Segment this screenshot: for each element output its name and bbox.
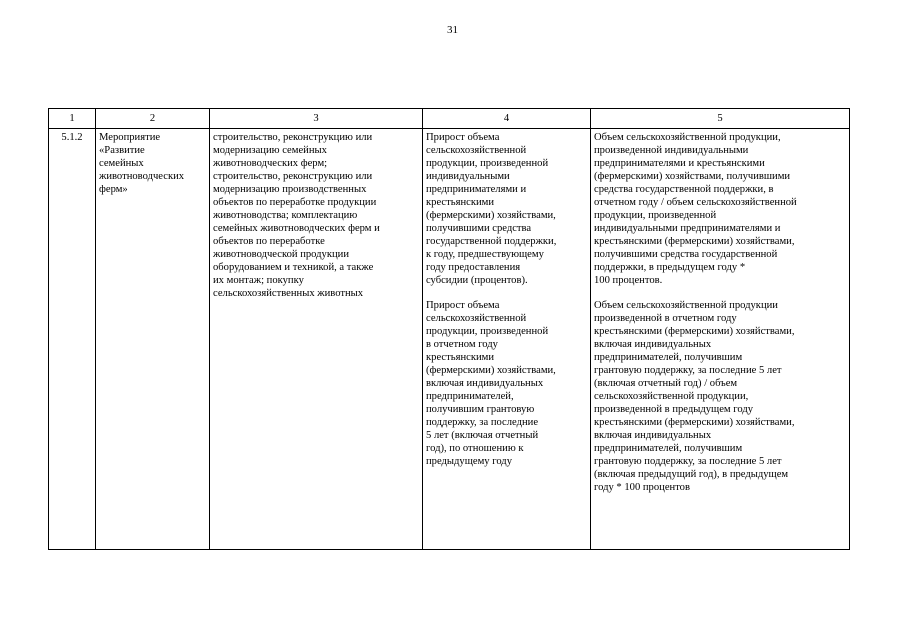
text-line: Прирост объема	[426, 300, 500, 311]
indicators-cell	[423, 129, 591, 550]
text-line: в отчетном году	[426, 339, 498, 350]
column-header-1: 1	[49, 109, 96, 129]
text-line: животноводческих ферм;	[213, 158, 328, 169]
text-line: животноводства; комплектацию	[213, 210, 358, 221]
text-line: 5 лет (включая отчетный	[426, 430, 539, 441]
text-line: их монтаж; покупку	[213, 275, 304, 286]
text-line: сельскохозяйственной продукции,	[594, 391, 749, 402]
text-line: строительство, реконструкцию или	[213, 132, 373, 143]
text-line: предпринимателями и крестьянскими	[594, 158, 765, 169]
text-line: сельскохозяйственной	[426, 313, 527, 324]
formula-paragraph-2	[594, 299, 846, 494]
text-line: произведенной в отчетном году	[594, 313, 737, 324]
text-line: крестьянскими	[426, 352, 495, 363]
text-line: году * 100 процентов	[594, 482, 690, 493]
text-line: грантовую поддержку, за последние 5 лет	[594, 456, 782, 467]
text-line: включая индивидуальных	[594, 339, 712, 350]
text-line: произведенной индивидуальными	[594, 145, 749, 156]
text-line: продукции, произведенной	[426, 326, 549, 337]
column-header-5: 5	[591, 109, 850, 129]
text-line: Объем сельскохозяйственной продукции,	[594, 132, 781, 143]
text-line: 100 процентов.	[594, 275, 663, 286]
page-number: 31	[447, 24, 458, 36]
text-line: произведенной в предыдущем году	[594, 404, 754, 415]
formulas-cell	[591, 129, 850, 550]
text-line: «Развитие	[99, 145, 145, 156]
text-line: поддержку, за последние	[426, 417, 539, 428]
table-header	[49, 109, 850, 129]
text-line: предыдущему году	[426, 456, 512, 467]
text-line: Прирост объема	[426, 132, 500, 143]
column-header-3: 3	[210, 109, 423, 129]
text-line: включая индивидуальных	[594, 430, 712, 441]
text-line: Объем сельскохозяйственной продукции	[594, 300, 778, 311]
text-line: получившими средства	[426, 223, 532, 234]
text-line: сельскохозяйственных животных	[213, 288, 364, 299]
text-line: индивидуальными	[426, 171, 510, 182]
text-line: строительство, реконструкцию или	[213, 171, 373, 182]
text-line: ферм»	[99, 184, 128, 195]
text-line: предпринимателей, получившим	[594, 352, 743, 363]
text-line: животноводческих	[99, 171, 185, 182]
indicator-paragraph-2	[426, 299, 587, 468]
text-line: крестьянскими (фермерскими) хозяйствами,	[594, 236, 795, 247]
text-line: продукции, произведенной	[426, 158, 549, 169]
text-line: (включая отчетный год) / объем	[594, 378, 738, 389]
text-line: получившим грантовую	[426, 404, 535, 415]
text-line: год), по отношению к	[426, 443, 524, 454]
text-line: включая индивидуальных	[426, 378, 544, 389]
table-row	[49, 129, 850, 550]
text-line: объектов по переработке	[213, 236, 325, 247]
text-line: поддержки, в предыдущем году *	[594, 262, 746, 273]
text-line: грантовую поддержку, за последние 5 лет	[594, 365, 782, 376]
text-line: животноводческой продукции	[213, 249, 350, 260]
formula-paragraph-1	[594, 131, 846, 287]
indicator-paragraph-1	[426, 131, 587, 287]
text-line: предпринимателями и	[426, 184, 527, 195]
text-line: субсидии (процентов).	[426, 275, 528, 286]
column-header-4: 4	[423, 109, 591, 129]
text-line: году предоставления	[426, 262, 521, 273]
text-line: (фермерскими) хозяйствами,	[426, 210, 556, 221]
text-line: предпринимателей, получившим	[594, 443, 743, 454]
column-header-2: 2	[96, 109, 210, 129]
text-line: семейных	[99, 158, 144, 169]
text-line: сельскохозяйственной	[426, 145, 527, 156]
text-line: крестьянскими (фермерскими) хозяйствами,	[594, 417, 795, 428]
text-line: индивидуальными предпринимателями и	[594, 223, 781, 234]
text-line: средства государственной поддержки, в	[594, 184, 774, 195]
text-line: (фермерскими) хозяйствами, получившими	[594, 171, 791, 182]
event-name-cell	[96, 129, 210, 550]
text-line: крестьянскими (фермерскими) хозяйствами,	[594, 326, 795, 337]
measures-table	[48, 108, 850, 550]
text-line: государственной поддержки,	[426, 236, 557, 247]
text-line: (включая предыдущий год), в предыдущем	[594, 469, 789, 480]
text-line: модернизацию производственных	[213, 184, 367, 195]
text-line: Мероприятие	[99, 132, 161, 143]
text-line: получившими средства государственной	[594, 249, 778, 260]
header-row	[49, 109, 850, 129]
text-line: крестьянскими	[426, 197, 495, 208]
text-line: (фермерскими) хозяйствами,	[426, 365, 556, 376]
text-line: модернизацию семейных	[213, 145, 327, 156]
text-line: семейных животноводческих ферм и	[213, 223, 380, 234]
text-line: предпринимателей,	[426, 391, 514, 402]
text-line: оборудованием и техникой, а также	[213, 262, 374, 273]
text-line: объектов по переработке продукции	[213, 197, 377, 208]
text-line: отчетном году / объем сельскохозяйственной	[594, 197, 797, 208]
actions-cell	[210, 129, 423, 550]
item-code-cell: 5.1.2	[49, 129, 96, 550]
text-line: к году, предшествующему	[426, 249, 544, 260]
text-line: продукции, произведенной	[594, 210, 717, 221]
